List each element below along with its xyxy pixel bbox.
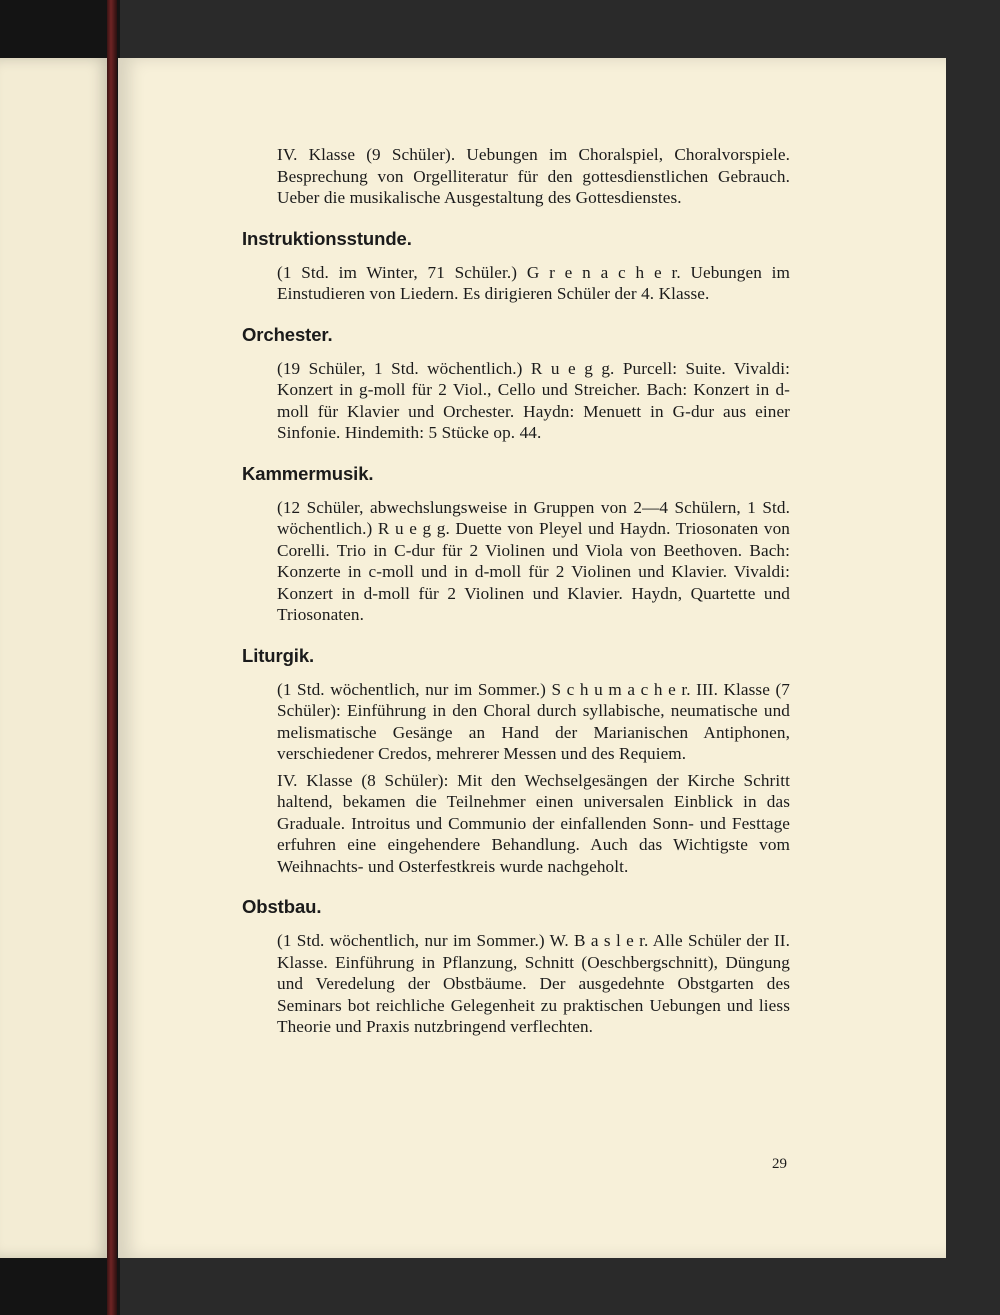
section-heading: Liturgik. (242, 644, 315, 666)
paragraph: (1 Std. im Winter, 71 Schüler.) G r e n a c h e r. Uebungen im Einstudieren von Liedern. Es dirigieren Schüler der 4. Klasse. (277, 262, 790, 303)
section-heading: Instruktionsstunde. (242, 227, 412, 249)
binding-strip (107, 0, 117, 1315)
page-text-block (242, 144, 790, 1038)
section-heading: Orchester. (242, 323, 333, 345)
paragraph: (1 Std. wöchentlich, nur im Sommer.) W. B a s l e r. Alle Schüler der II. Klasse. Einführung in Pflanzung, Schnitt (Oeschbergschnitt), Düngung und Veredelung der Obstbäume. Der ausgedehnte Obstgarten des Seminars bot reichliche Gelegenheit zu praktischen Uebungen und liess Theorie und Praxis nutzbringend verflechten. (277, 931, 790, 1036)
left-page-edge (0, 58, 112, 1258)
book-page (118, 58, 946, 1258)
page-number: 29 (772, 1156, 787, 1172)
paragraph: (12 Schüler, abwechslungsweise in Gruppen von 2—4 Schülern, 1 Std. wöchentlich.) R u e g g. Duette von Pleyel und Haydn. Triosonaten von Corelli. Trio in C-dur für 2 Violinen und Viola von Beethoven. Bach: Konzerte in c-moll und in d-moll für 2 Violinen und Klavier. Vivaldi: Konzert in d-moll für 2 Violinen und Klavier. Haydn, Quartette und Triosonaten. (277, 497, 790, 624)
section-heading: Kammermusik. (242, 462, 374, 484)
section-heading: Obstbau. (242, 896, 322, 917)
paragraph: (1 Std. wöchentlich, nur im Sommer.) S c h u m a c h e r. III. Klasse (7 Schüler): Einführung in den Choral durch syllabische, neumatische und melismatische Gesänge an Hand der Marianischen Antiphonen, verschiedener Credos, mehrerer Messen und des Requiem. (277, 679, 790, 763)
paragraph: IV. Klasse (9 Schüler). Uebungen im Choralspiel, Choralvorspiele. Besprechung von Orgelliteratur für den gottesdienstlichen Gebrauch. Ueber die musikalische Ausgestaltung des Gottesdienstes. (277, 145, 790, 207)
paragraph: IV. Klasse (8 Schüler): Mit den Wechselgesängen der Kirche Schritt haltend, bekamen die Teilnehmer einen universalen Einblick in das Graduale. Introitus und Communio der einfallenden Sonn- und Festtage erfuhren eine eingehendere Behandlung. Auch das Wichtigste vom Weihnachts- und Osterfestkreis wurde nachgeholt. (277, 770, 790, 876)
paragraph: (19 Schüler, 1 Std. wöchentlich.) R u e g g. Purcell: Suite. Vivaldi: Konzert in g-moll für 2 Viol., Cello und Streicher. Bach: Konzert in d-moll für Klavier und Orchester. Haydn: Menuett in G-dur aus einer Sinfonie. Hindemith: 5 Stücke op. 44. (277, 358, 790, 442)
